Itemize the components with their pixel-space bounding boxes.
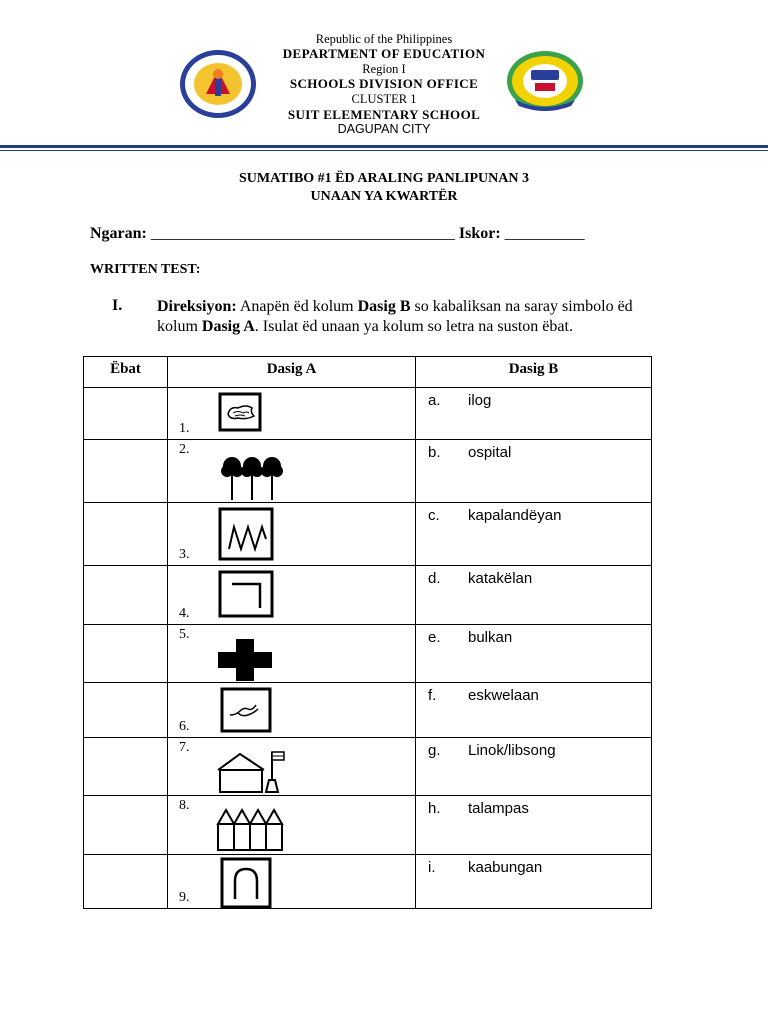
item-number: 5. [179, 627, 190, 642]
cluster-line: CLUSTER 1 [351, 92, 417, 106]
section-number: I. [112, 297, 123, 314]
test-subtitle: UNAAN YA KWARTËR [310, 189, 458, 204]
name-score-line [90, 225, 585, 243]
choice-cell [416, 625, 652, 683]
symbol-cell [168, 625, 416, 683]
item-number: 3. [179, 547, 190, 562]
choice-letter: c. [428, 507, 440, 524]
score-label: Iskor: [458, 225, 501, 242]
item-number: 1. [179, 421, 190, 436]
choice-text: ilog [468, 392, 492, 409]
letterhead [0, 0, 768, 150]
item-number: 7. [179, 740, 190, 755]
test-title: SUMATIBO #1 ËD ARALING PANLIPUNAN 3 [238, 171, 529, 186]
symbol-cell [168, 683, 416, 738]
forest-icon [220, 454, 292, 502]
symbol-cell [168, 796, 416, 855]
school-name-line: SUIT ELEMENTARY SCHOOL [287, 107, 481, 122]
table-row [84, 388, 652, 440]
symbol-cell [168, 440, 416, 503]
directions [157, 297, 677, 337]
plateau-icon [216, 568, 276, 620]
matching-table [83, 356, 652, 909]
answer-cell[interactable] [84, 566, 168, 625]
table-row [84, 855, 652, 909]
choice-cell [416, 566, 652, 625]
choice-cell [416, 683, 652, 738]
header-ebat: Ëbat [84, 357, 168, 388]
choice-cell [416, 796, 652, 855]
choice-text: kapalandëyan [468, 507, 562, 524]
choice-letter: d. [428, 570, 441, 587]
choice-text: bulkan [468, 629, 513, 646]
item-number: 8. [179, 798, 190, 813]
hospital-cross-icon [216, 639, 274, 681]
directions-text-3: . Isulat ëd unaan ya kolum so letra na suston ëbat. [254, 318, 573, 335]
choice-letter: a. [428, 392, 441, 409]
mountains-icon [216, 505, 276, 561]
table-row [84, 625, 652, 683]
choice-cell [416, 503, 652, 566]
table-header-row [84, 357, 652, 388]
name-label: Ngaran: [90, 225, 147, 242]
department-line: DEPARTMENT OF EDUCATION [282, 46, 486, 61]
river-icon [216, 685, 276, 735]
city-line: DAGUPAN CITY [337, 122, 431, 136]
answer-cell[interactable] [84, 388, 168, 440]
choice-cell [416, 855, 652, 909]
directions-bold-1: Dasig B [357, 298, 411, 315]
symbol-cell [168, 388, 416, 440]
symbol-cell [168, 738, 416, 796]
symbol-cell [168, 855, 416, 909]
choice-text: kaabungan [468, 859, 543, 876]
choice-text: ospital [468, 444, 512, 461]
choice-text: Linok/libsong [468, 742, 556, 759]
division-line: SCHOOLS DIVISION OFFICE [289, 76, 479, 91]
written-test-label: WRITTEN TEST: [90, 262, 201, 277]
choice-text: eskwelaan [468, 687, 539, 704]
houses-icon [214, 804, 294, 852]
choice-text: katakëlan [468, 570, 533, 587]
table-row [84, 503, 652, 566]
table-row [84, 796, 652, 855]
hill-icon [216, 857, 276, 909]
table-row [84, 440, 652, 503]
region-line: Region I [362, 62, 406, 76]
choice-letter: b. [428, 444, 441, 461]
choice-letter: i. [428, 859, 436, 876]
answer-cell[interactable] [84, 855, 168, 909]
item-number: 2. [179, 442, 190, 457]
score-blank[interactable]: __________ [504, 225, 585, 242]
lake-icon [216, 390, 264, 434]
answer-cell[interactable] [84, 625, 168, 683]
republic-line: Republic of the Philippines [315, 32, 453, 46]
directions-text-2: so kabaliksan na saray simbolo ëd kolum [157, 298, 633, 335]
header-dasig-b: Dasig B [416, 357, 652, 388]
directions-label: Direksiyon: [157, 298, 237, 315]
item-number: 6. [179, 719, 190, 734]
answer-cell[interactable] [84, 683, 168, 738]
choice-letter: f. [428, 687, 437, 704]
symbol-cell [168, 566, 416, 625]
header-rule-thick [0, 145, 768, 148]
symbol-cell [168, 503, 416, 566]
choice-letter: h. [428, 800, 441, 817]
item-number: 9. [179, 890, 190, 905]
header-dasig-a: Dasig A [168, 357, 416, 388]
directions-text-1: Anapën ëd kolum [236, 298, 358, 315]
choice-cell [416, 738, 652, 796]
answer-cell[interactable] [84, 738, 168, 796]
name-blank[interactable]: ______________________________________ [150, 225, 455, 242]
choice-letter: e. [428, 629, 441, 646]
answer-cell[interactable] [84, 440, 168, 503]
choice-letter: g. [428, 742, 441, 759]
school-icon [214, 748, 298, 794]
table-row [84, 566, 652, 625]
directions-bold-2: Dasig A [201, 318, 255, 335]
answer-cell[interactable] [84, 796, 168, 855]
header-rule-thin [0, 150, 768, 151]
choice-cell [416, 388, 652, 440]
answer-cell[interactable] [84, 503, 168, 566]
table-row [84, 683, 652, 738]
choice-text: talampas [468, 800, 529, 817]
table-row [84, 738, 652, 796]
choice-cell [416, 440, 652, 503]
item-number: 4. [179, 606, 190, 621]
